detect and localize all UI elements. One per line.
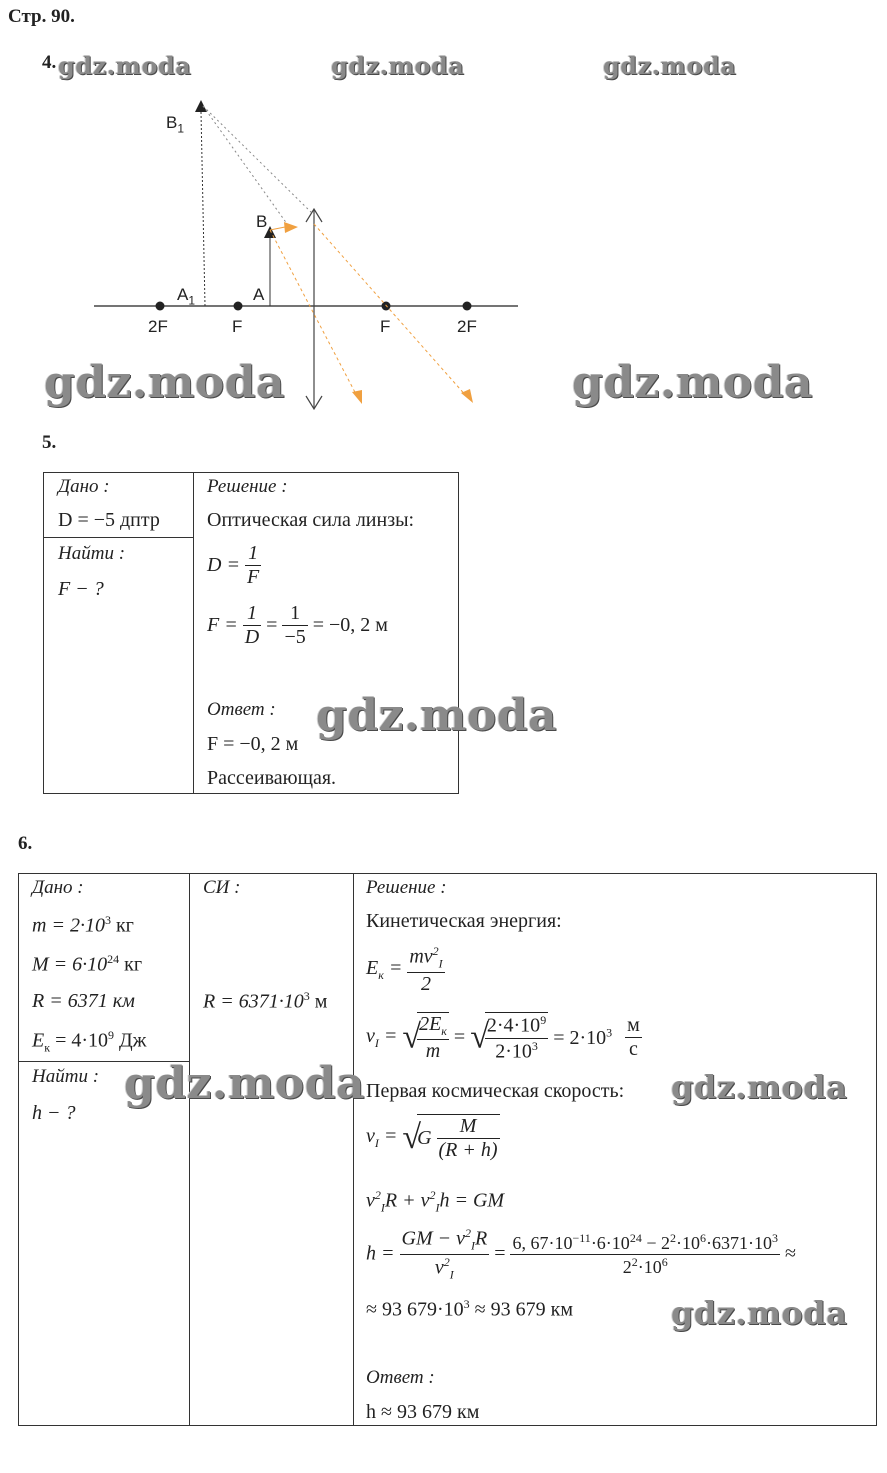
p6-v2-formula: $v_I = √G$ $\frac{M}{(R + h)}$ [366,1115,498,1161]
p5-find-f: F − ? [58,578,104,600]
p6-ek-formula: $E_к$ = $\frac{mv^2_I}{2}$ [366,944,443,995]
p6-given-E: $E_к = 4\cdot 10^9$ Дж [32,1028,147,1055]
problem-5-row-divider [43,537,193,538]
p5-given-d: D = −5 дптр [58,509,160,531]
p5-answer-value: F = −0, 2 м [207,733,299,755]
problem-6-number: 6. [18,833,33,854]
p6-given-R: R = 6371 км [32,990,135,1012]
p5-answer-title: Ответ : [207,699,276,720]
label-a1: $A_1$ [177,285,196,308]
p5-given-title: Дано : [58,476,110,497]
label-b1: $B_1$ [166,113,185,136]
watermark: gdz.moda [58,51,192,80]
p6-given-title: Дано : [32,877,84,898]
p5-formula-2: F = $\frac{1}{D}$ = $\frac{1}{-5}$ = −0, 2 м [207,602,388,648]
image-arrowhead [195,100,207,112]
p6-v-formula: $v_I$ = √ $\frac{2E_к}{m}$ = √ $\frac{2\cdot 4\cdot 10^9}{2\cdot 10^3}$ = $2\cdot 10^3$ $\frac{м}{с}$ [366,1013,640,1063]
p5-solution-title: Решение : [207,476,288,497]
label-a: A [253,285,265,304]
problem-5-number: 5. [42,432,57,453]
p5-line1: Оптическая сила линзы: [207,509,415,531]
problem-5-col-divider [193,472,194,793]
p6-answer-value: h ≈ 93 679 км [366,1401,480,1423]
p6-si-R: $R = 6371\cdot 10^3$ м [203,989,328,1013]
ray-refracted [314,224,468,398]
p6-eq3: $v^2_IR + v^2_Ih$ = GM [366,1188,505,1215]
watermark: gdz.moda [671,1294,848,1332]
p6-answer-title: Ответ : [366,1367,435,1388]
p5-answer-text: Рассеивающая. [207,767,337,789]
p6-si-title: СИ : [203,877,241,898]
label-2f-left: 2F [148,317,168,336]
p6-approx-line: ≈ 93 $679\cdot 10^3 \approx 93$ 679 км [366,1297,573,1321]
p6-given-M: $M = 6\cdot 10^{24}$ кг [32,952,143,976]
p6-given-m: $m = 2\cdot 10^3$ кг [32,913,134,937]
p6-h-formula: h = $\frac{GM - v^2_IR}{v^2_I}$ = $\frac{6, 67\cdot 10^{-11}\cdot 6\cdot 10^{24} - 2^2\cdot 10^6\cdot 6371\cdot 10^3}{2^2\cdot 10^6}$ ≈ [366,1226,796,1282]
problem-6-col-divider-1 [189,873,190,1425]
watermark: gdz.moda [572,357,814,408]
focus-point-2f-left [156,302,165,311]
watermark: gdz.moda [316,690,558,741]
label-f-right: F [380,317,391,336]
watermark: gdz.moda [44,357,286,408]
watermark: gdz.moda [603,51,737,80]
p5-formula-1: D = $\frac{1}{F}$ [207,542,260,588]
construction-line-2 [203,106,314,215]
label-2f-right: 2F [457,317,477,336]
watermark: gdz.moda [331,51,465,80]
focus-point-2f-right [463,302,472,311]
focus-point-f-left [234,302,243,311]
construction-line-1 [203,106,290,228]
problem-4-number: 4. [42,52,57,73]
p6-solution-title: Решение : [366,877,447,898]
p6-find-h: h − ? [32,1102,76,1124]
p5-find-title: Найти : [58,543,126,564]
label-b: B [256,212,268,231]
ray-1-arrowhead [352,390,362,404]
p6-first-cosmic: Первая космическая скорость: [366,1080,625,1102]
page-header: Стр. 90. [8,6,75,27]
ray-2-arrowhead [461,389,473,403]
label-f-left: F [232,317,243,336]
problem-6-col-divider-2 [353,873,354,1425]
p6-find-title: Найти : [32,1066,100,1087]
p6-kinetic-title: Кинетическая энергия: [366,910,562,932]
ray-3-arrowhead [284,222,298,233]
watermark: gdz.moda [671,1068,848,1106]
image-a1b1 [201,112,205,306]
watermark: gdz.moda [124,1058,366,1109]
